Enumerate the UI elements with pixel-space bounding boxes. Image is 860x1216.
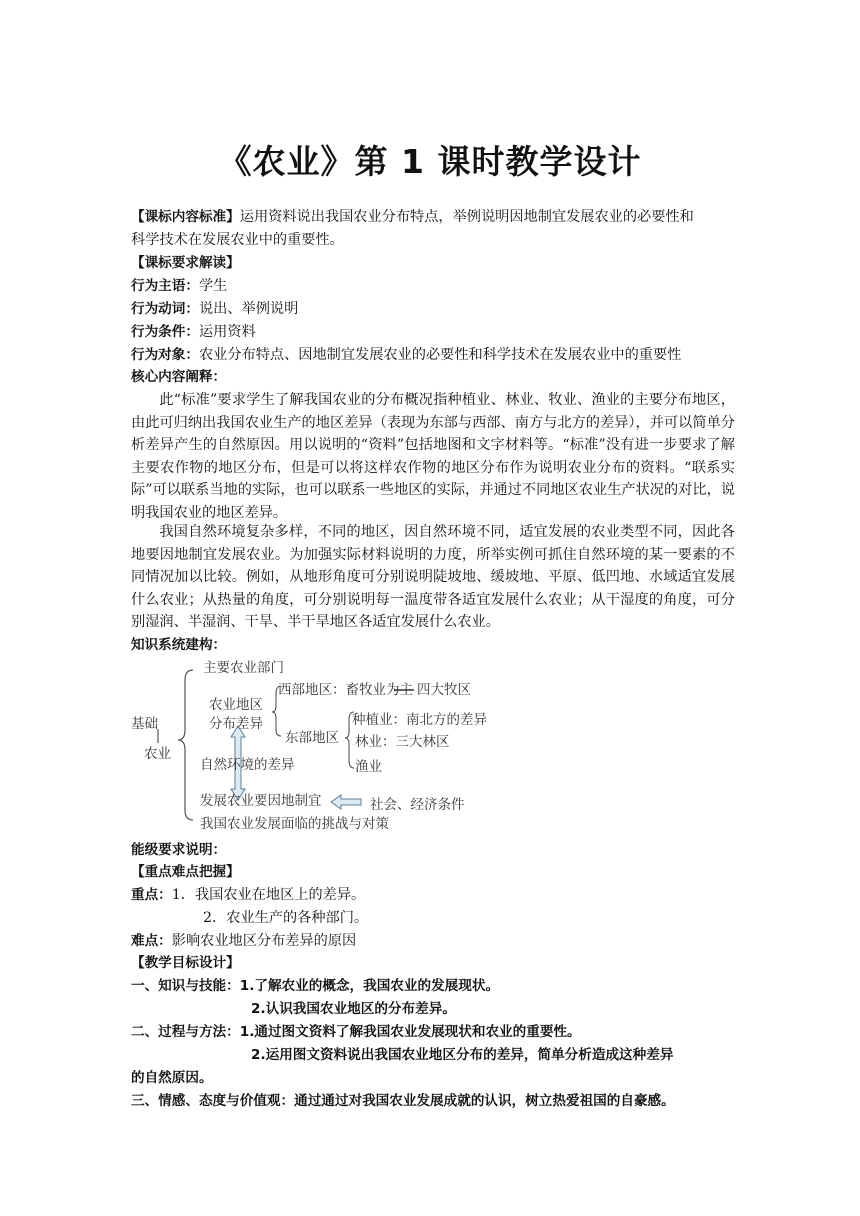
diagram-east: 东部地区 — [285, 730, 339, 746]
behavior-subject — [131, 275, 736, 297]
diagram-west: 西部地区：畜牧业为主 — [278, 682, 413, 698]
difficulty-label: 难点： — [131, 933, 172, 949]
behavior-condition-value: 运用资料 — [198, 324, 256, 340]
behavior-verb — [131, 298, 736, 320]
behavior-verb-label: 行为动词： — [131, 301, 199, 317]
difficulty-value: 影响农业地区分布差异的原因 — [171, 933, 357, 949]
goal-1-item-1: 1.了解农业的概念，我国农业的发展现状。 — [239, 978, 500, 994]
goal-2-line-1 — [131, 1021, 736, 1043]
diagram-main-sectors: 主要农业部门 — [203, 660, 284, 676]
difficulty-line — [131, 930, 736, 952]
goal-1-line-1 — [131, 975, 736, 997]
behavior-object-value: 农业分布特点、因地制宜发展农业的必要性和科学技术在发展农业中的重要性 — [198, 347, 682, 363]
diagram-challenges: 我国农业发展面临的挑战与对策 — [200, 816, 389, 832]
diagram-regional-2: 分布差异 — [209, 716, 263, 732]
diagram-adapt: 发展农业要因地制宜 — [200, 793, 322, 809]
goal-3-line — [131, 1090, 736, 1112]
double-arrow-left — [331, 795, 361, 809]
diagram-root-bottom: 农业 — [144, 746, 171, 762]
diagram-natural-diff: 自然环境的差异 — [200, 757, 295, 773]
goal-2-label: 二、过程与方法： — [131, 1024, 240, 1040]
diagram-regional-1: 农业地区 — [209, 697, 263, 713]
key-item-1: 1．我国农业在地区上的差异。 — [171, 887, 366, 903]
goal-3-label: 三、情感、态度与价值观： — [131, 1093, 295, 1109]
goals-heading: 【教学目标设计】 — [131, 955, 240, 971]
diagram-socio: 社会、经济条件 — [370, 797, 465, 813]
goal-1-label: 一、知识与技能： — [131, 978, 240, 994]
goal-1-item-2: 2.认识我国农业地区的分布差异。 — [251, 1001, 456, 1017]
standard-line-1 — [131, 206, 736, 228]
diagram-pastoral: 四大牧区 — [417, 682, 471, 698]
document-title: 《农业》第 1 课时教学设计 — [218, 142, 642, 181]
core-paragraph-1: 此“标准”要求学生了解我国农业的分布概况指种植业、林业、牧业、渔业的主要分布地区，由此可归纳出我国农业生产的地区差异（表现为东部与西部、南方与北方的差异），并可以简单分析差异产生的自然原因。用以说明的“资料”包括地图和文字材料等。“标准”没有进一步要求了解主要农作物的地区分布，但是可以将这样农作物的地区分布作为说明农业分布的资料。“联系实际”可以联系当地的实际，也可以联系一些地区的实际，并通过不同地区农业生产状况的对比，说明我国农业的地区差异。 — [131, 392, 735, 521]
knowledge-heading: 知识系统建构： — [131, 637, 227, 653]
core-heading: 核心内容阐释： — [131, 369, 227, 385]
goal-2-item-2-cont: 的自然原因。 — [131, 1070, 213, 1086]
standard-label: 【课标内容标准】 — [131, 209, 240, 225]
key-point-1 — [131, 884, 736, 906]
behavior-condition-label: 行为条件： — [131, 324, 199, 340]
key-heading: 【重点难点把握】 — [131, 864, 240, 880]
behavior-object — [131, 344, 736, 366]
interpretation-heading: 【课标要求解读】 — [131, 255, 240, 271]
knowledge-diagram — [131, 656, 551, 836]
diagram-fishery: 渔业 — [355, 759, 382, 775]
level-heading: 能级要求说明： — [131, 842, 227, 858]
behavior-verb-value: 说出、举例说明 — [198, 301, 299, 317]
standard-text-1: 运用资料说出我国农业分布特点，举例说明因地制宜发展农业的必要性和 — [239, 209, 694, 225]
core-paragraph-2: 我国自然环境复杂多样，不同的地区，因自然环境不同，适宜发展的农业类型不同，因此各地要因地制宜发展农业。为加强实际材料说明的力度，所举实例可抓住自然环境的某一要素的不同情况加以比较。例如，从地形角度可分别说明陡坡地、缓坡地、平原、低凹地、水域适宜发展什么农业；从热量的角度，可分别说明每一温度带各适宜发展什么农业；从干湿度的角度，可分别湿润、半湿润、干旱、半干旱地区各适宜发展什么农业。 — [131, 524, 735, 631]
goal-3-value: 通过通过对我国农业发展成就的认识，树立热爱祖国的自豪感。 — [294, 1093, 675, 1109]
diagram-root-top: 基础 — [131, 716, 158, 732]
behavior-subject-value: 学生 — [198, 278, 228, 294]
behavior-condition — [131, 321, 736, 343]
key-label: 重点： — [131, 887, 172, 903]
diagram-forestry: 林业：三大林区 — [355, 734, 450, 750]
goal-2-item-1: 1.通过图文资料了解我国农业发展现状和农业的重要性。 — [239, 1024, 581, 1040]
standard-line-2: 科学技术在发展农业中的重要性。 — [131, 232, 344, 248]
behavior-object-label: 行为对象： — [131, 347, 199, 363]
main-brace — [178, 670, 193, 820]
diagram-planting: 种植业：南北方的差异 — [352, 712, 487, 728]
key-point-2: 2．农业生产的各种部门。 — [203, 910, 369, 926]
goal-2-item-2: 2.运用图文资料说出我国农业地区分布的差异，简单分析造成这种差异 — [251, 1047, 674, 1063]
behavior-subject-label: 行为主语： — [131, 278, 199, 294]
